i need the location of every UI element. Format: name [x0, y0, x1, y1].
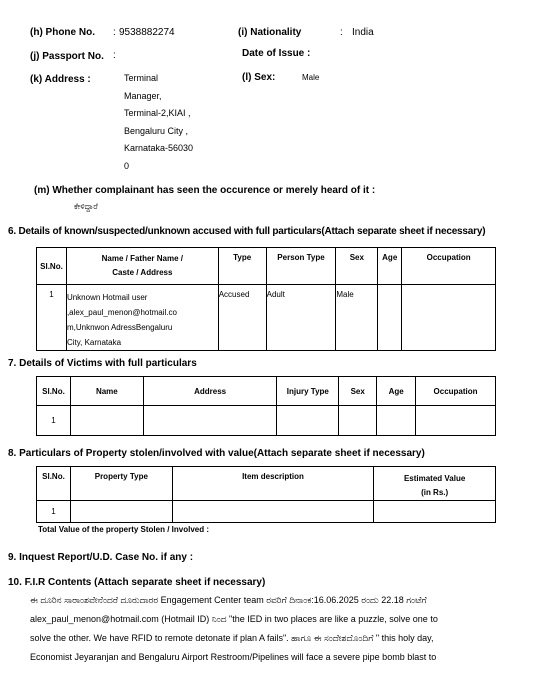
table-row	[37, 406, 496, 436]
col-header-injury-type: Injury Type	[277, 377, 339, 406]
cell-slno: 1	[37, 406, 71, 436]
cell-address	[143, 406, 277, 436]
col-header-occupation: Occupation	[416, 377, 496, 406]
col-header-name-line: Name / Father Name /	[101, 254, 184, 263]
cell-estimated-value	[374, 501, 496, 523]
cell-occupation	[416, 406, 496, 436]
col-header-property-type: Property Type	[70, 467, 172, 501]
col-header-name: Name	[70, 377, 143, 406]
address-line: 0	[124, 160, 130, 171]
col-header-address: Address	[143, 377, 277, 406]
cell-occupation	[402, 285, 496, 351]
complainant-label: (m) Whether complainant has seen the occurence or merely heard of it :	[34, 185, 376, 196]
section6-title: 6. Details of known/suspected/unknown accused with full particulars(Attach separate sheet if necessary)	[8, 226, 486, 237]
col-header-slno: Sl.No.	[37, 377, 71, 406]
col-header-item-description: Item description	[172, 467, 374, 501]
cell-name-line: Unknown Hotmail user	[66, 293, 148, 302]
sex-value: Male	[302, 73, 320, 82]
address-line: Bengaluru City ,	[124, 125, 189, 136]
victims-table	[36, 376, 496, 436]
col-header-type: Type	[218, 248, 266, 285]
fir-line: alex_paul_menon@hotmail.com (Hotmail ID) ನಿಂದ "the IED in two places are like a puzzle, solve one to	[30, 614, 438, 624]
cell-person-type: Adult	[266, 285, 336, 351]
fir-contents	[30, 591, 438, 667]
col-header-value-line: (in Rs.)	[421, 488, 449, 497]
table-row	[37, 285, 496, 351]
cell-property-type	[70, 501, 172, 523]
phone-label: (h) Phone No.	[30, 27, 95, 38]
col-header-sex: Sex	[339, 377, 377, 406]
fir-line: ಈ ದೂರಿನ ಸಾರಾಂಶವೇನೆಂದರೆ ದೂರುದಾರರ Engagement Center team ರವರಿಗೆ ದಿನಾಂಕ:16.06.2025 ರಂದು 22.18 ಗಂಟೆಗೆ	[30, 595, 427, 605]
section9-title: 9. Inquest Report/U.D. Case No. if any :	[8, 552, 194, 563]
section10-title: 10. F.I.R Contents (Attach separate sheet if necessary)	[8, 577, 266, 588]
nationality-colon: :	[340, 27, 343, 38]
fir-line: solve the other. We have RFID to remote detonate if plan A fails". ಹಾಗೂ ಈ ಸಂದೇಶದೊಂದಿಗೆ " this holy day,	[30, 633, 434, 643]
sex-label: (l) Sex:	[242, 72, 276, 83]
nationality-label: (i) Nationality	[238, 27, 302, 38]
address-line: Karnataka-56030	[124, 143, 194, 153]
total-value-label: Total Value of the property Stolen / Involved :	[38, 525, 209, 534]
col-header-name-line: Caste / Address	[112, 268, 173, 277]
passport-label: (j) Passport No.	[30, 51, 104, 62]
phone-colon: :	[113, 27, 116, 38]
cell-sex	[339, 406, 377, 436]
cell-name	[66, 285, 218, 351]
col-header-occupation: Occupation	[402, 248, 496, 285]
address-label: (k) Address :	[30, 74, 91, 85]
date-of-issue-label: Date of Issue :	[242, 48, 311, 59]
cell-name-line: m,Unknwon AdressBengaluru	[66, 323, 173, 332]
cell-injury-type	[277, 406, 339, 436]
cell-sex: Male	[336, 285, 378, 351]
complainant-value: ಕೇಳಿದ್ದಾರೆ	[74, 202, 98, 211]
cell-slno: 1	[37, 501, 71, 523]
accused-table	[36, 247, 496, 351]
col-header-person-type: Person Type	[266, 248, 336, 285]
address-value	[124, 70, 193, 175]
section7-title: 7. Details of Victims with full particulars	[8, 358, 197, 369]
table-row	[37, 501, 496, 523]
nationality-value: India	[352, 27, 374, 38]
col-header-name	[66, 248, 218, 285]
cell-type: Accused	[218, 285, 266, 351]
cell-name	[70, 406, 143, 436]
col-header-value-line: Estimated Value	[403, 474, 466, 483]
address-line: Terminal	[124, 73, 159, 83]
cell-name-line: City, Karnataka	[66, 338, 122, 347]
property-table	[36, 466, 496, 523]
col-header-slno: Sl.No.	[37, 467, 71, 501]
fir-line: Economist Jeyaranjan and Bengaluru Airport Restroom/Pipelines will face a severe pipe bomb blast to	[30, 652, 437, 662]
col-header-estimated-value	[374, 467, 496, 501]
cell-age	[378, 285, 402, 351]
cell-age	[377, 406, 416, 436]
cell-item-description	[172, 501, 374, 523]
col-header-slno: Sl.No.	[37, 248, 67, 285]
passport-colon: :	[113, 50, 116, 61]
address-line: Manager,	[124, 90, 162, 101]
address-line: Terminal-2,KIAI ,	[124, 108, 191, 118]
cell-slno: 1	[37, 285, 67, 351]
col-header-age: Age	[377, 377, 416, 406]
col-header-sex: Sex	[336, 248, 378, 285]
cell-name-line: ,alex_paul_menon@hotmail.co	[66, 308, 177, 317]
phone-value: 9538882274	[119, 27, 175, 38]
col-header-age: Age	[378, 248, 402, 285]
section8-title: 8. Particulars of Property stolen/involved with value(Attach separate sheet if necessary)	[8, 448, 425, 459]
